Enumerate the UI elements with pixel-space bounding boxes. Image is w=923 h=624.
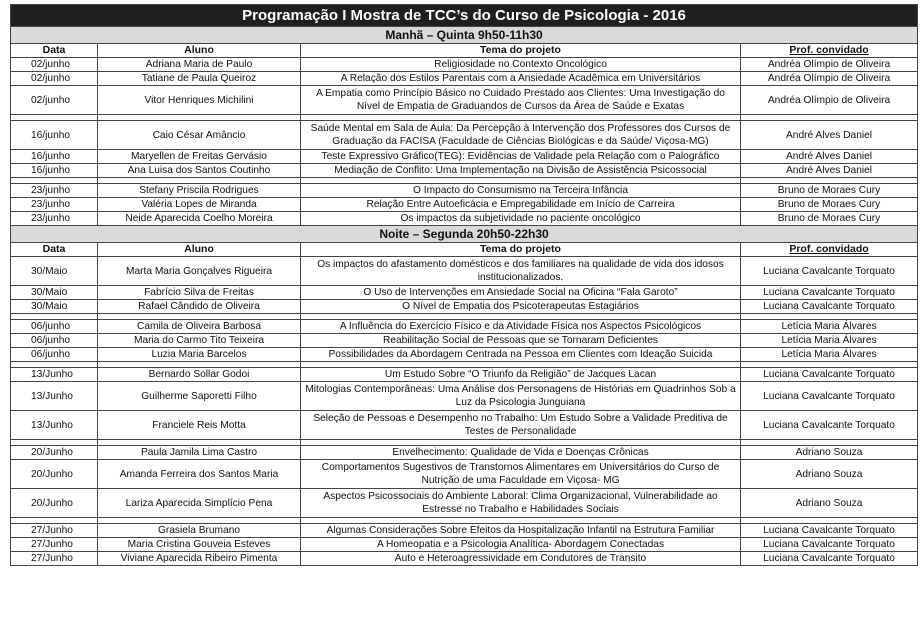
date-cell: 27/Junho xyxy=(11,538,98,552)
student-cell: Camila de Oliveira Barbosa xyxy=(98,320,301,334)
topic-cell: Algumas Considerações Sobre Efeitos da Hospitalização Infantil na Estrutura Familiar xyxy=(301,524,741,538)
topic-cell: O Uso de Intervenções em Ansiedade Social na Oficina “Fala Garoto” xyxy=(301,286,741,300)
student-cell: Amanda Ferreira dos Santos Maria xyxy=(98,460,301,489)
student-cell: Vitor Henriques Michilini xyxy=(98,86,301,115)
date-cell: 06/junho xyxy=(11,320,98,334)
column-header-student: Aluno xyxy=(98,44,301,58)
column-header-row xyxy=(11,44,918,58)
table-row xyxy=(11,411,918,440)
topic-cell: Teste Expressivo Gráfico(TEG): Evidências de Validade pela Relação com o Palográfico xyxy=(301,150,741,164)
topic-cell: A Empatia como Princípio Básico no Cuidado Prestado aos Clientes: Uma Investigação do Nível de Empatia de Graduandos de Cursos da Área de Saúde e Exatas xyxy=(301,86,741,115)
session-label: Manhã – Quinta 9h50-11h30 xyxy=(11,27,918,44)
session-label: Noite – Segunda 20h50-22h30 xyxy=(11,226,918,243)
student-cell: Valéria Lopes de Miranda xyxy=(98,198,301,212)
column-header-student: Aluno xyxy=(98,243,301,257)
date-cell: 27/Junho xyxy=(11,552,98,566)
student-cell: Stefany Priscila Rodrigues xyxy=(98,184,301,198)
column-header-date: Data xyxy=(11,243,98,257)
student-cell: Maryellen de Freitas Gervásio xyxy=(98,150,301,164)
guest-cell: André Alves Daniel xyxy=(741,150,918,164)
table-row xyxy=(11,164,918,178)
student-cell: Marta Maria Gonçalves Rigueira xyxy=(98,257,301,286)
topic-cell: A Relação dos Estilos Parentais com a Ansiedade Acadêmica em Universitários xyxy=(301,72,741,86)
date-cell: 13/Junho xyxy=(11,382,98,411)
student-cell: Rafael Cândido de Oliveira xyxy=(98,300,301,314)
student-cell: Maria do Carmo Tito Teixeira xyxy=(98,334,301,348)
date-cell: 30/Maio xyxy=(11,300,98,314)
topic-cell: Relação Entre Autoeficácia e Empregabilidade em Início de Carreira xyxy=(301,198,741,212)
student-cell: Fabrício Silva de Freitas xyxy=(98,286,301,300)
schedule-sheet xyxy=(10,4,917,566)
column-header-guest: Prof. convidado xyxy=(741,243,918,257)
topic-cell: Envelhecimento: Qualidade de Vida e Doenças Crônicas xyxy=(301,446,741,460)
student-cell: Guilherme Saporetti Filho xyxy=(98,382,301,411)
guest-cell: Adriano Souza xyxy=(741,460,918,489)
table-row xyxy=(11,368,918,382)
date-cell: 20/Junho xyxy=(11,446,98,460)
student-cell: Paula Jamila Lima Castro xyxy=(98,446,301,460)
column-header-topic: Tema do projeto xyxy=(301,44,741,58)
student-cell: Bernardo Sollar Godoi xyxy=(98,368,301,382)
guest-cell: Letícia Maria Álvares xyxy=(741,348,918,362)
guest-cell: Adriano Souza xyxy=(741,446,918,460)
column-header-topic: Tema do projeto xyxy=(301,243,741,257)
table-row xyxy=(11,552,918,566)
column-header-row xyxy=(11,243,918,257)
table-row xyxy=(11,150,918,164)
column-header-guest: Prof. convidado xyxy=(741,44,918,58)
topic-cell: Reabilitação Social de Pessoas que se Tornaram Deficientes xyxy=(301,334,741,348)
guest-cell: Andréa Olímpio de Oliveira xyxy=(741,58,918,72)
table-row xyxy=(11,184,918,198)
guest-cell: Bruno de Moraes Cury xyxy=(741,198,918,212)
table-row xyxy=(11,320,918,334)
guest-cell: Luciana Cavalcante Torquato xyxy=(741,300,918,314)
student-cell: Viviane Aparecida Ribeiro Pimenta xyxy=(98,552,301,566)
student-cell: Luzia Maria Barcelos xyxy=(98,348,301,362)
date-cell: 27/Junho xyxy=(11,524,98,538)
topic-cell: O Impacto do Consumismo na Terceira Infância xyxy=(301,184,741,198)
table-row xyxy=(11,382,918,411)
session-header xyxy=(11,226,918,243)
topic-cell: O Nível de Empatia dos Psicoterapeutas Estagiários xyxy=(301,300,741,314)
date-cell: 16/junho xyxy=(11,150,98,164)
topic-cell: A Homeopatia e a Psicologia Analítica- Abordagem Conectadas xyxy=(301,538,741,552)
table-row xyxy=(11,257,918,286)
topic-cell: Os impactos da subjetividade no paciente oncológico xyxy=(301,212,741,226)
table-row xyxy=(11,212,918,226)
student-cell: Ana Luisa dos Santos Coutinho xyxy=(98,164,301,178)
topic-cell: Aspectos Psicossociais do Ambiente Laboral: Clima Organizacional, Vulnerabilidade ao Estresse no Trabalho e Habilidades Sociais xyxy=(301,489,741,518)
guest-cell: Luciana Cavalcante Torquato xyxy=(741,552,918,566)
date-cell: 06/junho xyxy=(11,348,98,362)
title-row xyxy=(11,5,918,27)
student-cell: Tatiane de Paula Queiroz xyxy=(98,72,301,86)
date-cell: 20/Junho xyxy=(11,489,98,518)
guest-cell: Luciana Cavalcante Torquato xyxy=(741,538,918,552)
topic-cell: Religiosidade no Contexto Oncológico xyxy=(301,58,741,72)
table-row xyxy=(11,86,918,115)
table-row xyxy=(11,300,918,314)
student-cell: Caio César Amâncio xyxy=(98,121,301,150)
table-row xyxy=(11,334,918,348)
guest-cell: Luciana Cavalcante Torquato xyxy=(741,257,918,286)
table-row xyxy=(11,446,918,460)
topic-cell: Os impactos do afastamento domésticos e dos familiares na qualidade de vida dos idosos institucionalizados. xyxy=(301,257,741,286)
column-header-date: Data xyxy=(11,44,98,58)
date-cell: 02/junho xyxy=(11,72,98,86)
topic-cell: Comportamentos Sugestivos de Transtornos Alimentares em Universitários do Curso de Nutrição de uma Faculdade em Viçosa- MG xyxy=(301,460,741,489)
topic-cell: Mediação de Conflito: Uma Implementação na Divisão de Assistência Psicossocial xyxy=(301,164,741,178)
table-row xyxy=(11,460,918,489)
guest-cell: Andréa Olímpio de Oliveira xyxy=(741,72,918,86)
date-cell: 23/junho xyxy=(11,212,98,226)
date-cell: 23/junho xyxy=(11,184,98,198)
topic-cell: Mitologias Contemporâneas: Uma Análise dos Personagens de Histórias em Quadrinhos Sob a Luz da Psicologia Junguiana xyxy=(301,382,741,411)
date-cell: 02/junho xyxy=(11,58,98,72)
topic-cell: Possibilidades da Abordagem Centrada na Pessoa em Clientes com Ideação Suicida xyxy=(301,348,741,362)
page-title: Programação I Mostra de TCC’s do Curso de Psicologia - 2016 xyxy=(11,5,918,27)
date-cell: 20/Junho xyxy=(11,460,98,489)
schedule-body xyxy=(11,5,918,566)
table-row xyxy=(11,489,918,518)
student-cell: Grasiela Brumano xyxy=(98,524,301,538)
student-cell: Neide Aparecida Coelho Moreira xyxy=(98,212,301,226)
student-cell: Adriana Maria de Paulo xyxy=(98,58,301,72)
table-row xyxy=(11,198,918,212)
guest-cell: Andréa Olímpio de Oliveira xyxy=(741,86,918,115)
date-cell: 16/junho xyxy=(11,121,98,150)
topic-cell: A Influência do Exercício Físico e da Atividade Física nos Aspectos Psicológicos xyxy=(301,320,741,334)
table-row xyxy=(11,524,918,538)
date-cell: 16/junho xyxy=(11,164,98,178)
guest-cell: Letícia Maria Álvares xyxy=(741,334,918,348)
guest-cell: Adriano Souza xyxy=(741,489,918,518)
topic-cell: Um Estudo Sobre “O Triunfo da Religião” de Jacques Lacan xyxy=(301,368,741,382)
table-row xyxy=(11,72,918,86)
guest-cell: Luciana Cavalcante Torquato xyxy=(741,411,918,440)
date-cell: 23/junho xyxy=(11,198,98,212)
date-cell: 06/junho xyxy=(11,334,98,348)
table-row xyxy=(11,348,918,362)
guest-cell: Bruno de Moraes Cury xyxy=(741,212,918,226)
topic-cell: Seleção de Pessoas e Desempenho no Trabalho: Um Estudo Sobre a Validade Preditiva de Testes de Personalidade xyxy=(301,411,741,440)
guest-cell: Luciana Cavalcante Torquato xyxy=(741,382,918,411)
guest-cell: André Alves Daniel xyxy=(741,121,918,150)
topic-cell: Auto e Heteroagressividade em Condutores de Transito xyxy=(301,552,741,566)
guest-cell: Letícia Maria Álvares xyxy=(741,320,918,334)
guest-cell: André Alves Daniel xyxy=(741,164,918,178)
student-cell: Maria Cristina Gouveia Esteves xyxy=(98,538,301,552)
guest-cell: Luciana Cavalcante Torquato xyxy=(741,524,918,538)
topic-cell: Saúde Mental em Sala de Aula: Da Percepção à Intervenção dos Professores dos Cursos de Graduação da FACISA (Faculdade de Ciências Biológicas e da Saúde/ Viçosa-MG) xyxy=(301,121,741,150)
date-cell: 02/junho xyxy=(11,86,98,115)
table-row xyxy=(11,121,918,150)
table-row xyxy=(11,538,918,552)
student-cell: Franciele Reis Motta xyxy=(98,411,301,440)
guest-cell: Luciana Cavalcante Torquato xyxy=(741,368,918,382)
student-cell: Lariza Aparecida Simplício Pena xyxy=(98,489,301,518)
date-cell: 30/Maio xyxy=(11,257,98,286)
date-cell: 13/Junho xyxy=(11,368,98,382)
session-header xyxy=(11,27,918,44)
guest-cell: Luciana Cavalcante Torquato xyxy=(741,286,918,300)
date-cell: 13/Junho xyxy=(11,411,98,440)
table-row xyxy=(11,58,918,72)
table-row xyxy=(11,286,918,300)
guest-cell: Bruno de Moraes Cury xyxy=(741,184,918,198)
schedule-table xyxy=(10,4,918,566)
date-cell: 30/Maio xyxy=(11,286,98,300)
